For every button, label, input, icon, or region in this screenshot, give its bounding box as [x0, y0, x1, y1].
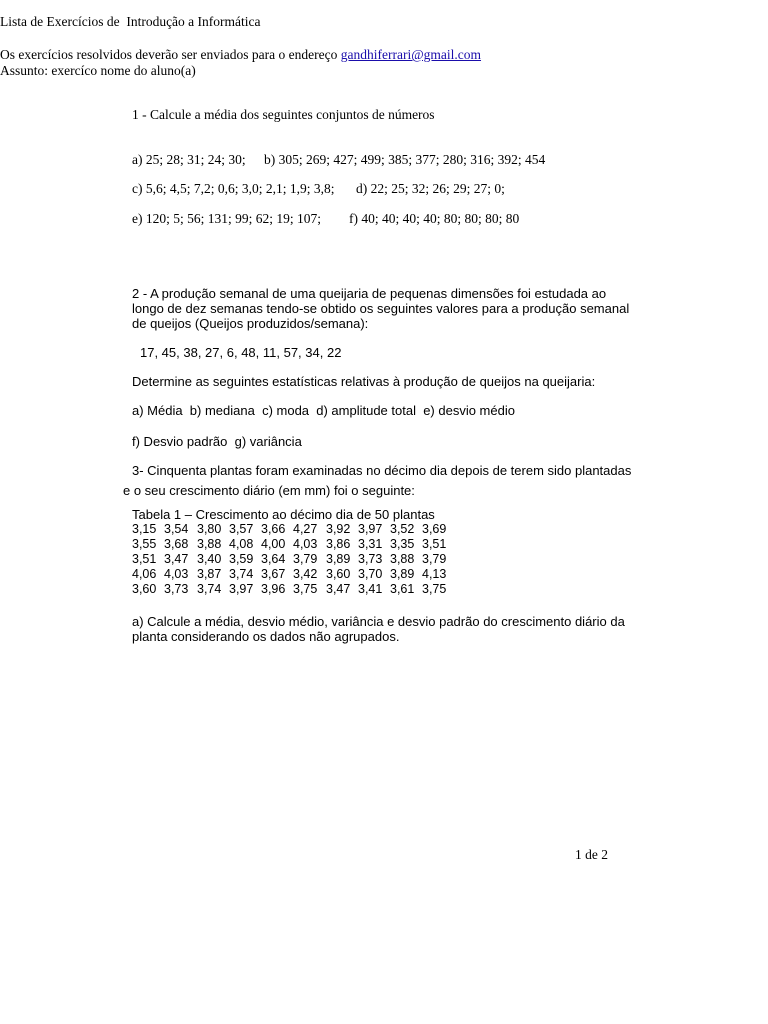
table-cell: 3,66 — [261, 522, 286, 536]
table-cell: 3,79 — [293, 552, 318, 566]
q3-line-1: 3- Cinquenta plantas foram examinadas no décimo dia depois de terem sido plantadas — [132, 463, 632, 478]
table-cell: 3,89 — [390, 567, 415, 581]
q2-line-3: de queijos (Queijos produzidos/semana): — [132, 316, 369, 331]
table-cell: 3,64 — [261, 552, 286, 566]
table-cell: 3,75 — [293, 582, 318, 596]
q3-task-line-2: planta considerando os dados não agrupados. — [132, 629, 400, 644]
submission-instructions — [0, 47, 481, 62]
table-cell: 3,74 — [229, 567, 254, 581]
q1-prompt: 1 - Calcule a média dos seguintes conjuntos de números — [132, 107, 435, 122]
table-cell: 3,57 — [229, 522, 254, 536]
table-cell: 3,51 — [132, 552, 157, 566]
table-cell: 4,27 — [293, 522, 318, 536]
q2-items-1: a) Média b) mediana c) moda d) amplitude total e) desvio médio — [132, 403, 515, 418]
q3-task-line-1: a) Calcule a média, desvio médio, variância e desvio padrão do crescimento diário da — [132, 614, 625, 629]
table-cell: 3,68 — [164, 537, 189, 551]
q1-item-b: b) 305; 269; 427; 499; 385; 377; 280; 316; 392; 454 — [264, 152, 546, 167]
table-cell: 3,54 — [164, 522, 189, 536]
table-cell: 3,69 — [422, 522, 447, 536]
table-cell: 3,67 — [261, 567, 286, 581]
table-cell: 3,89 — [326, 552, 351, 566]
table-cell: 3,47 — [326, 582, 351, 596]
table-cell: 3,40 — [197, 552, 222, 566]
table-cell: 3,97 — [229, 582, 254, 596]
q1-item-f: f) 40; 40; 40; 40; 80; 80; 80; 80 — [349, 211, 520, 226]
table-cell: 4,13 — [422, 567, 447, 581]
table-cell: 3,88 — [197, 537, 222, 551]
table-cell: 3,80 — [197, 522, 222, 536]
page-number: 1 de 2 — [575, 847, 608, 862]
table-cell: 4,00 — [261, 537, 286, 551]
table-cell: 3,59 — [229, 552, 254, 566]
q1-item-d: d) 22; 25; 32; 26; 29; 27; 0; — [356, 181, 505, 196]
q1-item-e: e) 120; 5; 56; 131; 99; 62; 19; 107; — [132, 211, 321, 226]
table-cell: 3,31 — [358, 537, 383, 551]
table-cell: 3,47 — [164, 552, 189, 566]
table-cell: 3,60 — [132, 582, 157, 596]
table-cell: 3,92 — [326, 522, 351, 536]
table-cell: 3,79 — [422, 552, 447, 566]
q1-item-c: c) 5,6; 4,5; 7,2; 0,6; 3,0; 2,1; 1,9; 3,8; — [132, 181, 335, 196]
q2-items-2: f) Desvio padrão g) variância — [132, 434, 302, 449]
submission-text: Os exercícios resolvidos deverão ser enviados para o endereço — [0, 47, 341, 62]
table-cell: 3,41 — [358, 582, 383, 596]
document-title: Lista de Exercícios de Introdução a Informática — [0, 14, 261, 29]
table-cell: 3,88 — [390, 552, 415, 566]
table-cell: 3,74 — [197, 582, 222, 596]
table-cell: 3,60 — [326, 567, 351, 581]
table-cell: 3,51 — [422, 537, 447, 551]
table-cell: 3,52 — [390, 522, 415, 536]
table-cell: 3,86 — [326, 537, 351, 551]
q2-line-2: longo de dez semanas tendo-se obtido os seguintes valores para a produção semanal — [132, 301, 630, 316]
table-cell: 3,42 — [293, 567, 318, 581]
q1-item-a: a) 25; 28; 31; 24; 30; — [132, 152, 246, 167]
q2-determine: Determine as seguintes estatísticas relativas à produção de queijos na queijaria: — [132, 374, 596, 389]
q3-line-2: e o seu crescimento diário (em mm) foi o seguinte: — [123, 483, 415, 498]
table-cell: 3,61 — [390, 582, 415, 596]
q2-data: 17, 45, 38, 27, 6, 48, 11, 57, 34, 22 — [140, 345, 342, 360]
q2-line-1: 2 - A produção semanal de uma queijaria de pequenas dimensões foi estudada ao — [132, 286, 607, 301]
table-cell: 3,73 — [164, 582, 189, 596]
table-cell: 3,35 — [390, 537, 415, 551]
table-cell: 3,15 — [132, 522, 157, 536]
table-cell: 3,70 — [358, 567, 383, 581]
table-title: Tabela 1 – Crescimento ao décimo dia de 50 plantas — [132, 507, 435, 522]
email-link[interactable]: gandhiferrari@gmail.com — [340, 47, 482, 62]
table-cell: 3,73 — [358, 552, 383, 566]
table-cell: 3,55 — [132, 537, 157, 551]
table-cell: 4,08 — [229, 537, 254, 551]
table-cell: 4,06 — [132, 567, 157, 581]
table-cell: 3,87 — [197, 567, 222, 581]
table-cell: 3,96 — [261, 582, 286, 596]
table-cell: 4,03 — [164, 567, 189, 581]
table-cell: 3,97 — [358, 522, 383, 536]
table-cell: 3,75 — [422, 582, 447, 596]
subject-line: Assunto: exercíco nome do aluno(a) — [0, 63, 196, 78]
table-cell: 4,03 — [293, 537, 318, 551]
